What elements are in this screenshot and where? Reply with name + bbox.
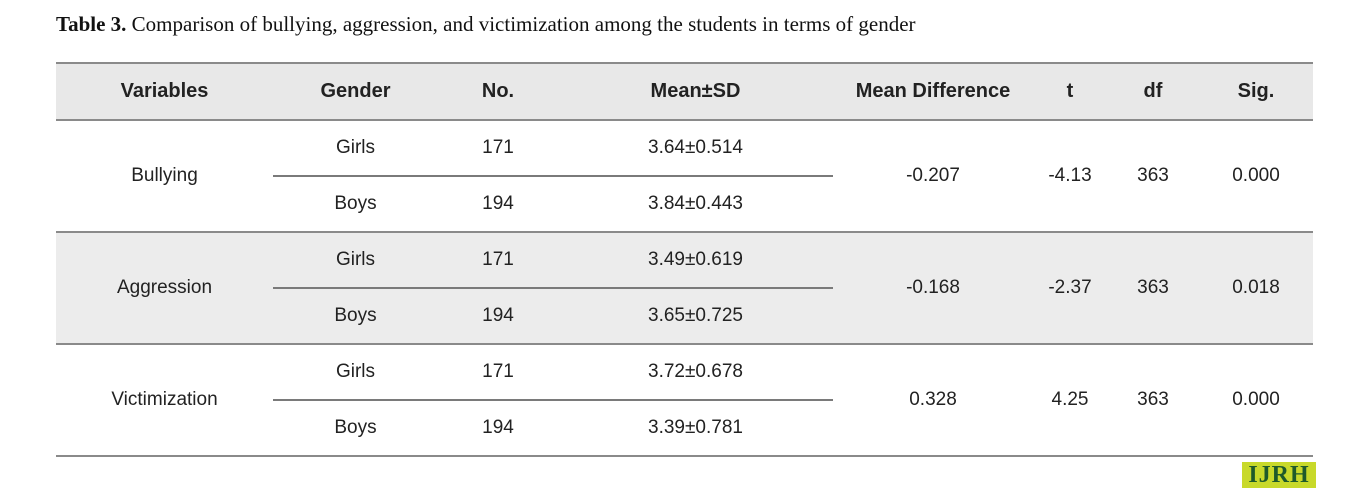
mean-sd-cell: 3.64±0.514 bbox=[558, 120, 833, 176]
table-caption bbox=[56, 12, 916, 37]
mean-difference-cell: -0.207 bbox=[906, 165, 960, 186]
mean-difference-cell: -0.168 bbox=[833, 232, 1033, 344]
header-row bbox=[56, 63, 1313, 120]
comparison-table bbox=[56, 62, 1313, 457]
mean-sd-cell: 3.84±0.443 bbox=[648, 193, 743, 214]
count-cell: 194 bbox=[482, 417, 514, 438]
variable-cell: Victimization bbox=[111, 389, 218, 410]
sig-cell: 0.018 bbox=[1199, 232, 1313, 344]
sig-cell: 0.000 bbox=[1232, 389, 1280, 410]
count-cell: 194 bbox=[438, 288, 558, 344]
mean-sd-cell: 3.65±0.725 bbox=[558, 288, 833, 344]
group-aggression bbox=[56, 232, 1313, 344]
count-cell: 194 bbox=[482, 193, 514, 214]
table-row bbox=[56, 344, 1313, 400]
sig-cell: 0.000 bbox=[1232, 165, 1280, 186]
gender-cell: Boys bbox=[334, 417, 377, 438]
table-header bbox=[56, 63, 1313, 120]
header-mean-sd: Mean±SD bbox=[558, 63, 833, 120]
mean-sd-cell: 3.39±0.781 bbox=[648, 417, 743, 438]
header-no: No. bbox=[438, 63, 558, 120]
gender-cell: Boys bbox=[334, 193, 377, 214]
header-df: df bbox=[1107, 63, 1199, 120]
variable-cell: Aggression bbox=[56, 232, 273, 344]
df-cell: 363 bbox=[1137, 389, 1169, 410]
mean-sd-cell: 3.49±0.619 bbox=[558, 232, 833, 288]
variable-cell: Bullying bbox=[131, 165, 198, 186]
gender-cell: Girls bbox=[273, 120, 438, 176]
header-mean-difference: Mean Difference bbox=[833, 63, 1033, 120]
count-cell: 171 bbox=[438, 344, 558, 400]
table-row bbox=[56, 232, 1313, 288]
count-cell: 171 bbox=[438, 232, 558, 288]
header-sig: Sig. bbox=[1199, 63, 1313, 120]
df-cell: 363 bbox=[1137, 165, 1169, 186]
mean-difference-cell: 0.328 bbox=[909, 389, 957, 410]
mean-sd-cell: 3.72±0.678 bbox=[558, 344, 833, 400]
df-cell: 363 bbox=[1107, 232, 1199, 344]
gender-cell: Boys bbox=[273, 288, 438, 344]
gender-cell: Girls bbox=[273, 344, 438, 400]
count-cell: 171 bbox=[438, 120, 558, 176]
t-cell: -4.13 bbox=[1048, 165, 1092, 186]
group-victimization bbox=[56, 344, 1313, 456]
header-t: t bbox=[1033, 63, 1107, 120]
gender-cell: Girls bbox=[273, 232, 438, 288]
table-caption-label: Table 3. bbox=[56, 12, 127, 36]
journal-logo: IJRH bbox=[1242, 462, 1316, 488]
table-row bbox=[56, 120, 1313, 176]
group-bullying bbox=[56, 120, 1313, 232]
header-gender: Gender bbox=[273, 63, 438, 120]
t-cell: -2.37 bbox=[1033, 232, 1107, 344]
header-variables: Variables bbox=[56, 63, 273, 120]
t-cell: 4.25 bbox=[1051, 389, 1089, 410]
table-caption-text: Comparison of bullying, aggression, and victimization among the students in terms of gender bbox=[126, 12, 916, 36]
